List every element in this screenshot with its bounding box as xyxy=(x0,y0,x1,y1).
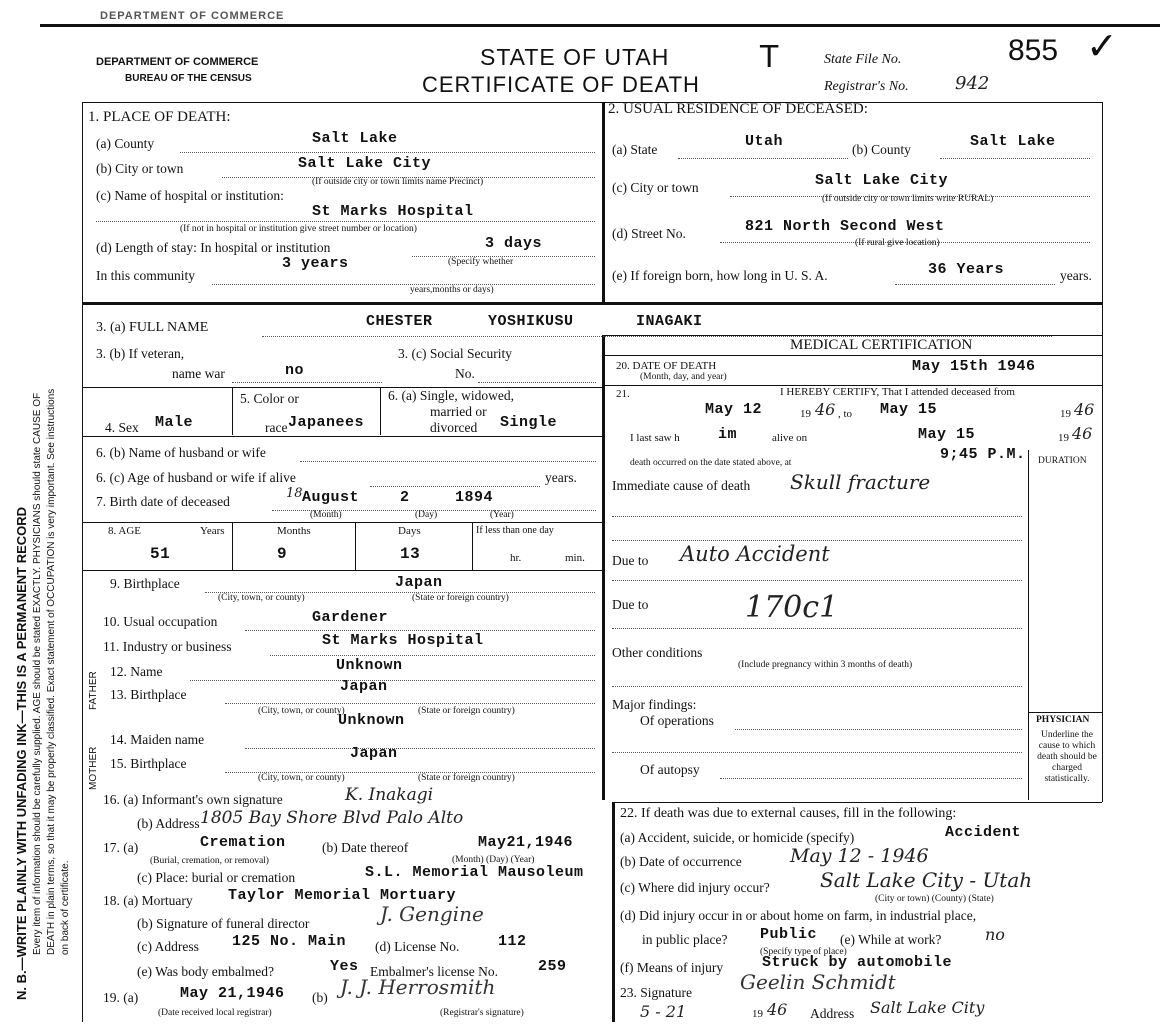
last-saw-label: I last saw h xyxy=(630,432,680,444)
other-note: (Include pregnancy within 3 months of death) xyxy=(738,660,913,670)
alive-label: alive on xyxy=(772,432,808,444)
top-strip: DEPARTMENT OF COMMERCE xyxy=(100,10,285,22)
dod-value: May 15th 1946 xyxy=(912,358,1036,375)
external-heading: 22. If death was due to external causes, fill in the following: xyxy=(620,806,957,821)
marital-label-2: married or xyxy=(430,404,487,419)
where-note: (City or town) (County) (State) xyxy=(875,894,994,904)
race-value: Japanees xyxy=(288,414,365,431)
age-months-value: 9 xyxy=(277,545,288,563)
certify-text: I HEREBY CERTIFY, That I attended deceased from xyxy=(780,386,1015,398)
sig-address-label: Address xyxy=(810,1006,855,1021)
alive-year: 46 xyxy=(1072,424,1093,443)
age-days-value: 13 xyxy=(400,545,421,563)
frame-mid-upper xyxy=(602,102,605,302)
age-min: min. xyxy=(565,552,585,564)
license-value: 112 xyxy=(498,933,527,950)
residence-city-note: (If outside city or town limits write RURAL) xyxy=(822,194,994,204)
last-saw-value: im xyxy=(718,426,738,443)
mark-t: T xyxy=(760,40,779,75)
frame-sec-divider xyxy=(82,302,1102,305)
mother-city-note: (City, town, or county) xyxy=(258,773,345,783)
father-name-value: Unknown xyxy=(336,657,403,674)
mother-birth-value: Japan xyxy=(350,745,398,762)
received-note: (Date received local registrar) xyxy=(158,1008,272,1018)
age-days-col: Days xyxy=(398,525,421,537)
sex-divider xyxy=(232,387,233,435)
age-divider-2 xyxy=(355,522,356,570)
due2-value: 170c1 xyxy=(745,590,839,625)
physician-box-label: PHYSICIAN xyxy=(1036,715,1090,725)
from-date: May 12 xyxy=(705,401,763,418)
medical-heading-line xyxy=(602,355,1102,356)
physician-note: Underline the cause to which death should be charged statistically. xyxy=(1037,730,1097,784)
received-label: 19. (a) xyxy=(103,990,139,1005)
disposal-note: (Burial, cremation, or removal) xyxy=(150,856,269,866)
registrar-signature: J. J. Herrosmith xyxy=(340,975,496,999)
race-divider xyxy=(380,387,381,435)
due2-label: Due to xyxy=(612,597,649,612)
birth-year-note: (Year) xyxy=(490,510,514,520)
foreign-years: years. xyxy=(1060,268,1092,283)
birth-day-note: (Day) xyxy=(415,510,438,520)
sig-date-year: 46 xyxy=(767,1000,788,1019)
marital-label: 6. (a) Single, widowed, xyxy=(388,388,514,403)
accident-value: Accident xyxy=(945,824,1022,841)
frame-right xyxy=(1102,102,1103,802)
disposal-label: 17. (a) xyxy=(103,840,139,855)
sig-date: 5 - 21 xyxy=(640,1002,687,1021)
residence-street-note: (If rural give location) xyxy=(855,238,940,248)
father-state-note: (State or foreign country) xyxy=(418,706,515,716)
place-hospital-value: St Marks Hospital xyxy=(312,203,474,220)
stay-community-value: 3 years xyxy=(282,255,349,272)
father-birth-value: Japan xyxy=(340,678,388,695)
age-bottom xyxy=(82,570,602,571)
mortuary-address-value: 125 No. Main xyxy=(232,933,347,950)
industry-label: 11. Industry or business xyxy=(103,639,232,654)
check-mark-icon: ✓ xyxy=(1086,26,1118,68)
birth-year: 1894 xyxy=(455,489,494,506)
age-divider-3 xyxy=(472,522,473,570)
dept-label: DEPARTMENT OF COMMERCE xyxy=(96,56,259,68)
immediate-value: Skull fracture xyxy=(790,470,931,494)
alive-date: May 15 xyxy=(918,426,976,443)
mortuary-label: 18. (a) Mortuary xyxy=(103,893,193,908)
sex-label: 4. Sex xyxy=(105,420,139,435)
other-label: Other conditions xyxy=(612,645,703,660)
external-left xyxy=(612,802,615,1022)
death-time-label: death occurred on the date stated above, at xyxy=(630,458,792,468)
duration-label: DURATION xyxy=(1038,456,1087,466)
where-label: (c) Where did injury occur? xyxy=(620,880,770,895)
age-lt-day-col: If less than one day xyxy=(476,525,554,536)
date-thereof-value: May21,1946 xyxy=(478,834,574,851)
means-label: (f) Means of injury xyxy=(620,960,724,975)
place-city-label: (b) City or town xyxy=(96,161,184,176)
spouse-label: 6. (b) Name of husband or wife xyxy=(96,445,266,460)
sig23-label: 23. Signature xyxy=(620,985,692,1000)
home-label: (d) Did injury occur in or about home on farm, in industrial place, xyxy=(620,908,977,923)
birth-month: August xyxy=(302,489,360,506)
means-value: Struck by automobile xyxy=(762,954,953,971)
birthplace-label: 9. Birthplace xyxy=(110,576,180,591)
sex-value: Male xyxy=(155,414,194,431)
age-label: 8. AGE xyxy=(108,525,141,537)
embalmer-label: Embalmer's license No. xyxy=(370,964,499,979)
age-months-col: Months xyxy=(277,525,311,537)
place-city-value: Salt Lake City xyxy=(298,155,432,172)
place-county-value: Salt Lake xyxy=(312,130,398,147)
place-hospital-note: (If not in hospital or institution give street number or location) xyxy=(180,224,417,234)
residence-city-label: (c) City or town xyxy=(612,180,699,195)
embalmed-value: Yes xyxy=(330,958,359,975)
duration-col xyxy=(1028,450,1029,800)
state-title: STATE OF UTAH xyxy=(480,44,670,70)
age-top xyxy=(82,522,602,523)
due1-value: Auto Accident xyxy=(680,542,830,566)
to-year-prefix: 19 xyxy=(1060,408,1071,420)
death-time-value: 9;45 P.M. xyxy=(940,446,1026,463)
birth-day: 2 xyxy=(400,489,410,506)
certificate-title: CERTIFICATE OF DEATH xyxy=(422,72,700,97)
to-label: , to xyxy=(838,408,853,420)
name-last: INAGAKI xyxy=(636,313,703,330)
veteran-label: 3. (b) If veteran, xyxy=(96,346,185,361)
residence-street-label: (d) Street No. xyxy=(612,226,686,241)
informant-signature: K. Inakagi xyxy=(345,785,434,805)
from-year-prefix: 19 xyxy=(800,408,811,420)
occupation-label: 10. Usual occupation xyxy=(103,614,218,629)
name-first: CHESTER xyxy=(366,313,433,330)
dod-label: 20. DATE OF DEATH xyxy=(616,360,717,372)
director-signature: J. Gengine xyxy=(380,902,484,926)
specify-note: (Specify whether xyxy=(448,257,514,267)
color-label: 5. Color or xyxy=(240,391,299,406)
side-note-big: N. B.—WRITE PLAINLY WITH UNFADING INK—THIS IS A PERMANENT RECORD xyxy=(14,506,29,1000)
mortuary-value: Taylor Memorial Mortuary xyxy=(228,887,457,904)
external-top xyxy=(612,802,1102,803)
registrar-note: (Registrar's signature) xyxy=(440,1008,524,1018)
place-heading: 1. PLACE OF DEATH: xyxy=(88,109,231,125)
embalmed-label: (e) Was body embalmed? xyxy=(137,964,274,979)
registrar-label: Registrar's No. xyxy=(824,79,909,94)
where-value: Salt Lake City - Utah xyxy=(820,868,1033,892)
findings-label: Major findings: xyxy=(612,697,697,712)
residence-city-value: Salt Lake City xyxy=(815,172,949,189)
burial-place-value: S.L. Memorial Mausoleum xyxy=(365,864,584,881)
war-label: name war xyxy=(172,366,225,381)
foreign-value: 36 Years xyxy=(928,261,1005,278)
community-label: In this community xyxy=(96,268,195,283)
item21-label: 21. xyxy=(616,388,630,400)
place-hospital-label: (c) Name of hospital or institution: xyxy=(96,188,284,203)
frame-left xyxy=(82,102,83,1022)
disposal-value: Cremation xyxy=(200,834,286,851)
informant-address: 1805 Bay Shore Blvd Palo Alto xyxy=(200,808,464,828)
burial-place-label: (c) Place: burial or cremation xyxy=(137,870,296,885)
father-birth-label: 13. Birthplace xyxy=(110,687,187,702)
due1-label: Due to xyxy=(612,553,649,568)
birthplace-value: Japan xyxy=(395,574,443,591)
birthplace-city-note: (City, town, or county) xyxy=(218,593,305,603)
father-name-label: 12. Name xyxy=(110,664,163,679)
physician-box-top xyxy=(1028,712,1102,713)
from-year: 46 xyxy=(815,400,836,419)
sig23-value: Geelin Schmidt xyxy=(740,970,896,994)
sig-address-value: Salt Lake City xyxy=(870,998,985,1017)
residence-state-value: Utah xyxy=(745,133,784,150)
sig-date-prefix: 19 xyxy=(752,1008,763,1020)
age-divider-1 xyxy=(232,522,233,570)
means-note: (Specify type of place) xyxy=(760,947,847,957)
mother-maiden-label: 14. Maiden name xyxy=(110,732,205,747)
row-sex-top xyxy=(82,387,602,388)
race-label: race xyxy=(265,420,288,435)
war-value: no xyxy=(285,362,305,379)
top-border xyxy=(40,24,1160,27)
stay-hospital-value: 3 days xyxy=(485,235,543,252)
mother-birth-label: 15. Birthplace xyxy=(110,756,187,771)
birth-month-note: (Month) xyxy=(310,510,342,520)
date-thereof-label: (b) Date thereof xyxy=(322,840,409,855)
registrar-sig-label: (b) xyxy=(312,990,328,1005)
industry-value: St Marks Hospital xyxy=(322,632,484,649)
residence-state-label: (a) State xyxy=(612,142,658,157)
birthplace-state-note: (State or foreign country) xyxy=(412,593,509,603)
license-label: (d) License No. xyxy=(375,939,460,954)
mortuary-address-label: (c) Address xyxy=(137,939,199,954)
residence-street-value: 821 North Second West xyxy=(745,218,945,235)
mdy-note: (Month) (Day) (Year) xyxy=(452,855,535,865)
side-note-a: Every item of information should be carefully supplied. AGE should be stated EXACTLY. PHYSICIANS should state CAUSE OF xyxy=(32,392,43,955)
state-file-label: State File No. xyxy=(824,52,902,67)
work-value: no xyxy=(985,925,1005,944)
residence-heading: 2. USUAL RESIDENCE OF DECEASED: xyxy=(608,101,868,117)
ssn-label: 3. (c) Social Security xyxy=(398,346,512,361)
to-year: 46 xyxy=(1074,400,1095,419)
residence-county-value: Salt Lake xyxy=(970,133,1056,150)
occurrence-value: May 12 - 1946 xyxy=(790,845,929,867)
to-date: May 15 xyxy=(880,401,938,418)
father-city-note: (City, town, or county) xyxy=(258,706,345,716)
occurrence-label: (b) Date of occurrence xyxy=(620,854,742,869)
mother-maiden-value: Unknown xyxy=(338,712,405,729)
full-name-label: 3. (a) FULL NAME xyxy=(96,320,209,335)
registrar-no: 942 xyxy=(955,73,990,94)
birth-mark: 18 xyxy=(286,486,303,501)
specify-note-2: years,months or days) xyxy=(410,285,494,295)
informant-address-label: (b) Address xyxy=(137,816,200,831)
autopsy-label: Of autopsy xyxy=(640,762,700,777)
bureau-label: BUREAU OF THE CENSUS xyxy=(125,73,252,84)
informant-sig-label: 16. (a) Informant's own signature xyxy=(103,792,283,807)
foreign-label: (e) If foreign born, how long in U. S. A. xyxy=(612,268,828,283)
age-years-value: 51 xyxy=(150,545,171,563)
mother-label: MOTHER xyxy=(88,746,99,790)
marital-value: Single xyxy=(500,414,558,431)
age-years-col: Years xyxy=(200,525,225,537)
embalmer-value: 259 xyxy=(538,958,567,975)
work-label: (e) While at work? xyxy=(840,932,942,947)
mother-state-note: (State or foreign country) xyxy=(418,773,515,783)
frame-top xyxy=(82,102,1102,103)
spouse-age-label: 6. (c) Age of husband or wife if alive xyxy=(96,470,296,485)
frame-mid-lower xyxy=(602,335,605,800)
place-city-note: (If outside city or town limits name Precinct) xyxy=(312,177,484,187)
operations-label: Of operations xyxy=(640,713,714,728)
director-label: (b) Signature of funeral director xyxy=(137,916,310,931)
ssn-no-label: No. xyxy=(455,366,475,381)
stay-label: (d) Length of stay: In hospital or institution xyxy=(96,240,331,255)
state-file-no: 855 xyxy=(1008,34,1059,67)
spouse-age-years: years. xyxy=(545,470,577,485)
father-label: FATHER xyxy=(88,671,99,710)
side-note-c: on back of certificate. xyxy=(60,860,71,955)
alive-year-prefix: 19 xyxy=(1058,432,1069,444)
residence-county-label: (b) County xyxy=(852,142,911,157)
public-value: Public xyxy=(760,926,818,943)
immediate-label: Immediate cause of death xyxy=(612,478,751,493)
place-county-label: (a) County xyxy=(96,136,155,151)
age-hr: hr. xyxy=(510,552,522,564)
marital-label-3: divorced xyxy=(430,420,478,435)
birth-label: 7. Birth date of deceased xyxy=(96,494,230,509)
medical-heading: MEDICAL CERTIFICATION xyxy=(790,337,973,353)
occupation-value: Gardener xyxy=(312,609,389,626)
side-note-b: DEATH in plain terms, so that it may be properly classified. Exact statement of OCCUPATION is very important. See instructions xyxy=(46,388,57,955)
accident-label: (a) Accident, suicide, or homicide (specify) xyxy=(620,830,855,845)
received-value: May 21,1946 xyxy=(180,985,285,1002)
name-middle: YOSHIKUSU xyxy=(488,313,574,330)
dod-note: (Month, day, and year) xyxy=(640,372,727,382)
public-label: in public place? xyxy=(642,932,728,947)
